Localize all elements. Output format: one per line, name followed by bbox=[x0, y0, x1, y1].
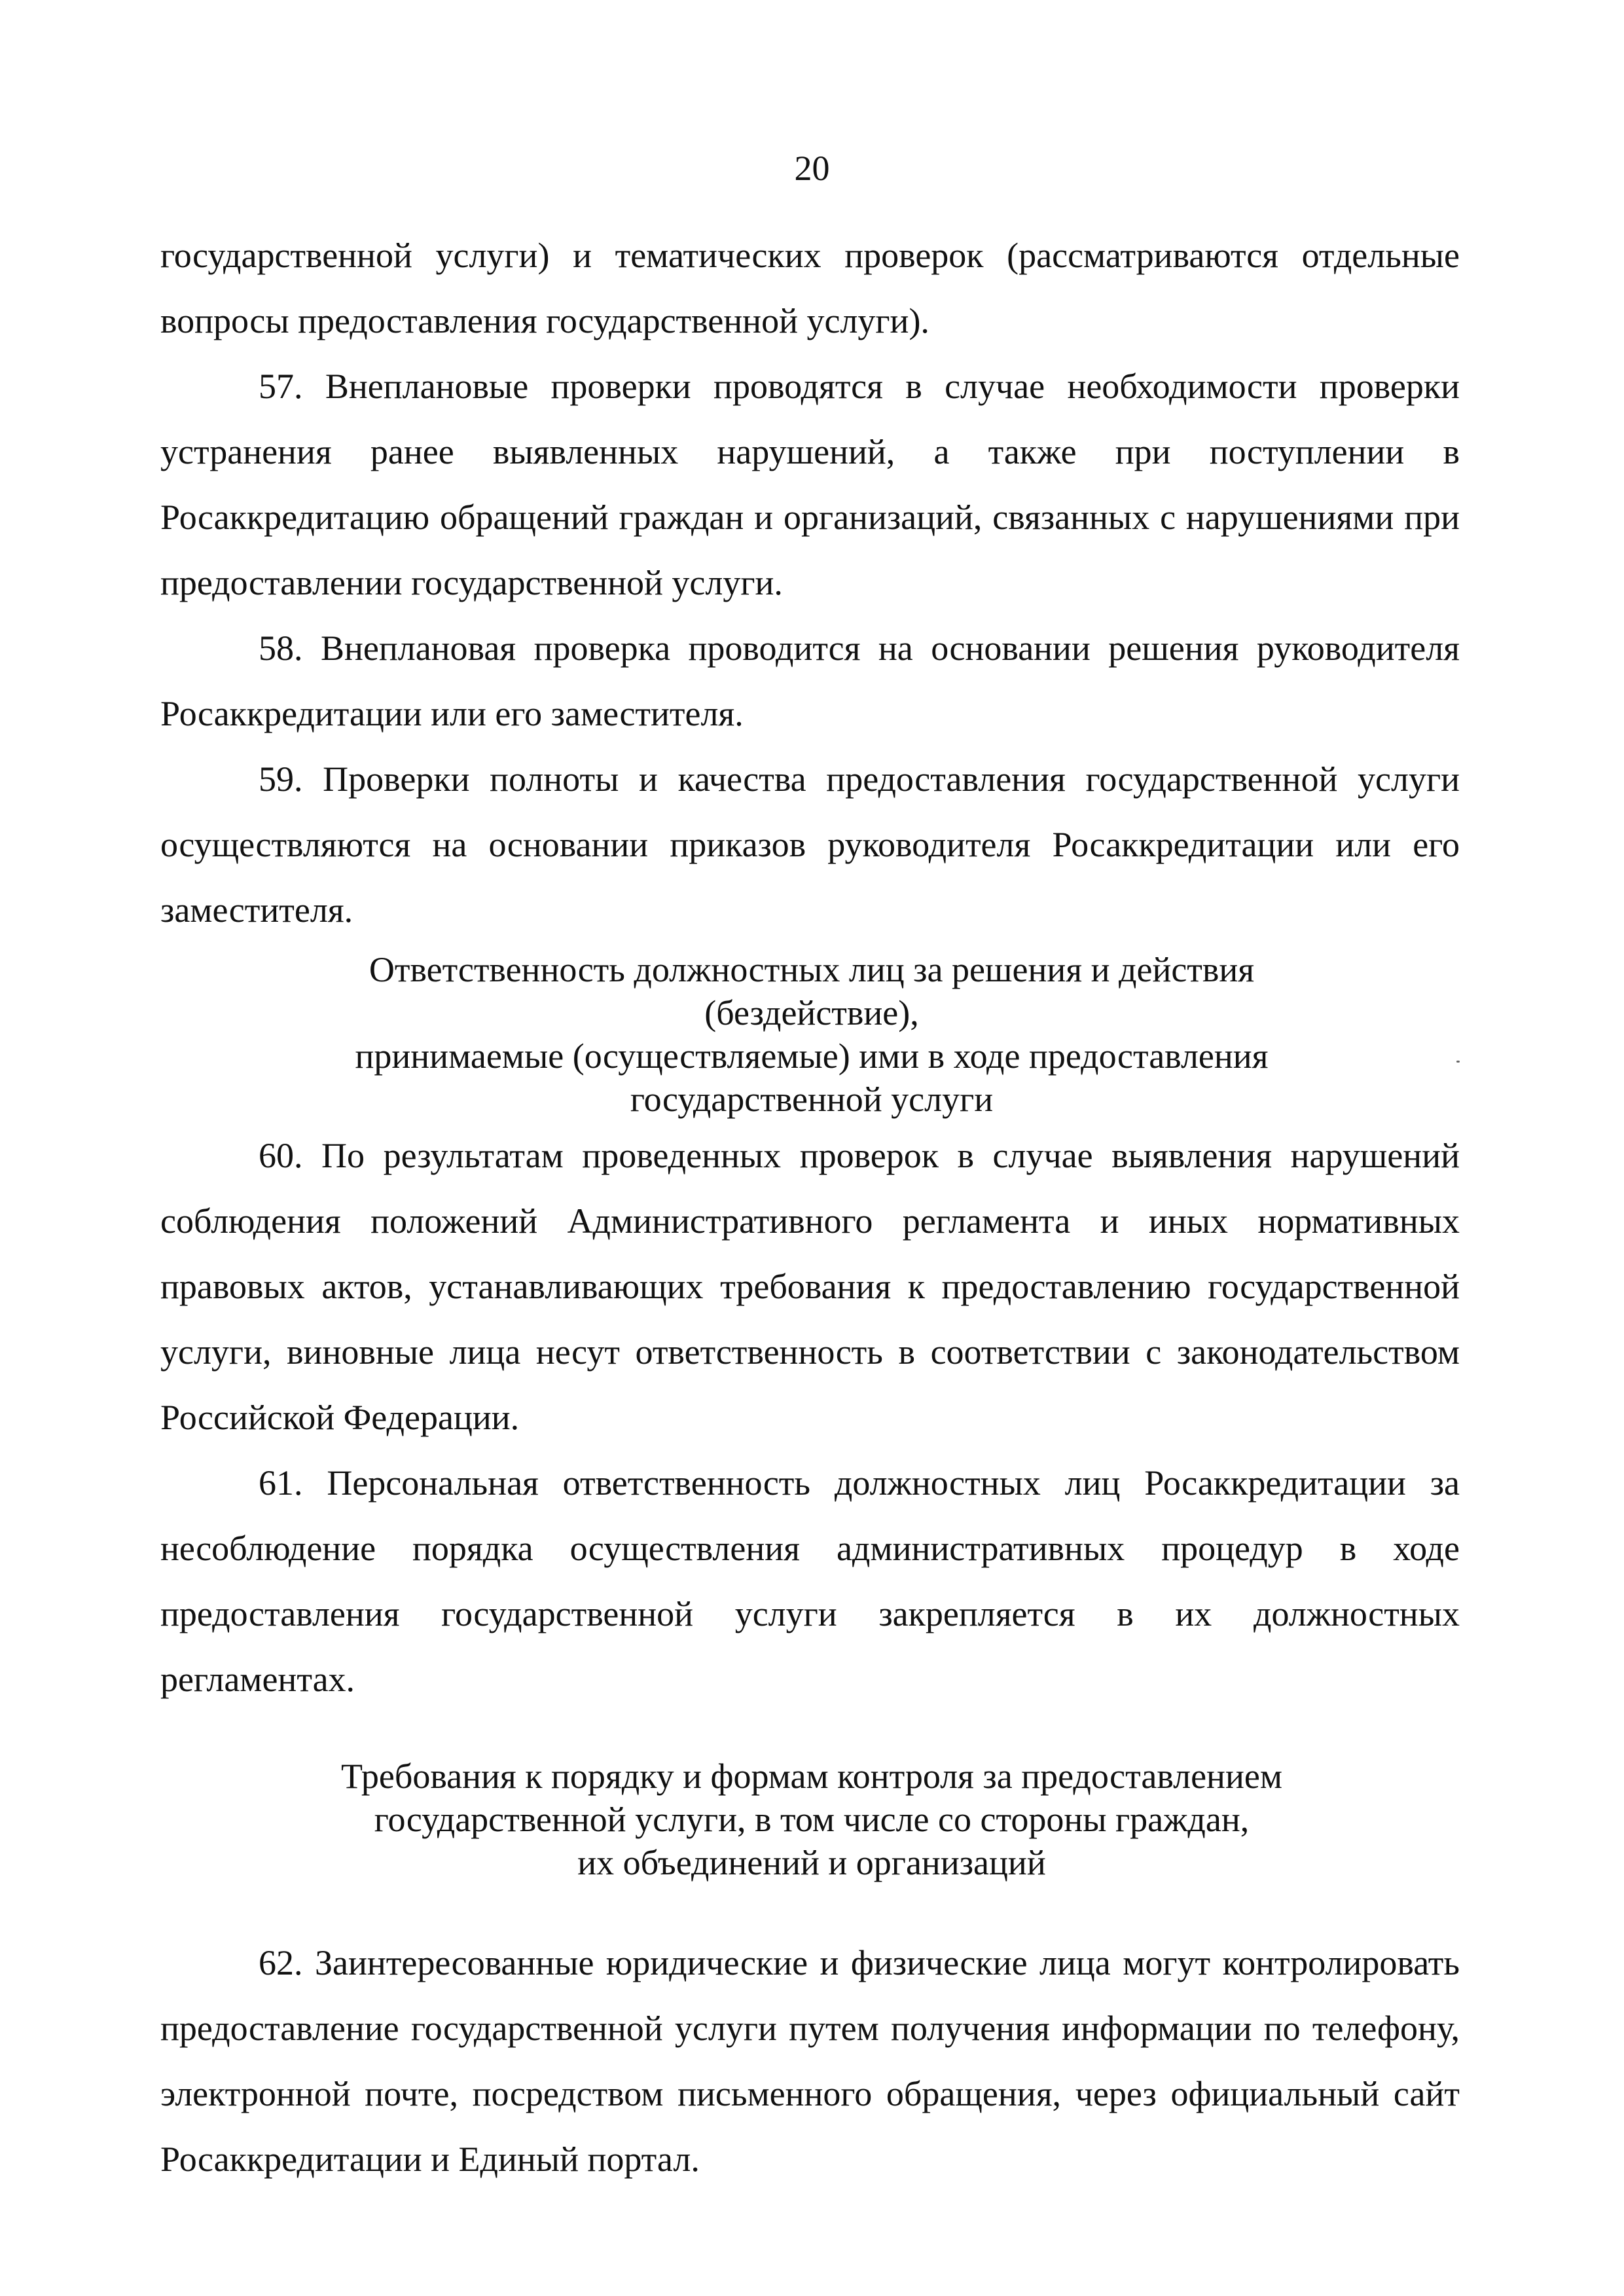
section-heading-responsibility bbox=[262, 948, 1362, 1121]
heading-line: Требования к порядку и формам контроля за предоставлением bbox=[340, 1757, 1282, 1796]
paragraph-continuation: государственной услуги) и тематических проверок (рассматриваются отдельные вопросы предоставления государственной услуги). bbox=[160, 236, 1460, 340]
heading-line: их объединений и организаций bbox=[577, 1843, 1046, 1882]
paragraph-58: 58. Внеплановая проверка проводится на основании решения руководителя Росаккредитации или его заместителя. bbox=[160, 629, 1460, 733]
paragraph-61: 61. Персональная ответственность должностных лиц Росаккредитации за несоблюдение порядка осуществления административных процедур в ходе предоставления государственной услуги закрепляется в их должностных регламентах. bbox=[160, 1463, 1460, 1699]
heading-line: Ответственность должностных лиц за решения и действия (бездействие), bbox=[369, 950, 1255, 1032]
scan-speck bbox=[1456, 1061, 1460, 1063]
heading-line: принимаемые (осуществляемые) ими в ходе предоставления bbox=[355, 1036, 1269, 1076]
section-heading-control-requirements bbox=[262, 1755, 1362, 1884]
page-number: 20 bbox=[794, 149, 830, 188]
heading-line: государственной услуги, в том числе со стороны граждан, bbox=[374, 1800, 1250, 1839]
paragraph-59: 59. Проверки полноты и качества предоставления государственной услуги осуществляются на основании приказов руководителя Росаккредитации или его заместителя. bbox=[160, 759, 1460, 930]
paragraph-57: 57. Внеплановые проверки проводятся в случае необходимости проверки устранения ранее выявленных нарушений, а также при поступлении в Росаккредитацию обращений граждан и организаций, связанных с нарушениями при предоставлении государственной услуги. bbox=[160, 367, 1460, 602]
paragraph-60: 60. По результатам проведенных проверок в случае выявления нарушений соблюдения положений Административного регламента и иных нормативных правовых актов, устанавливающих требования к предоставлению государственной услуги, виновные лица несут ответственность в соответствии с законодательством Российской Федерации. bbox=[160, 1136, 1460, 1437]
paragraph-62: 62. Заинтересованные юридические и физические лица могут контролировать предоставление государственной услуги путем получения информации по телефону, электронной почте, посредством письменного обращения, через официальный сайт Росаккредитации и Единый портал. bbox=[160, 1943, 1460, 2179]
heading-line: государственной услуги bbox=[630, 1080, 994, 1119]
